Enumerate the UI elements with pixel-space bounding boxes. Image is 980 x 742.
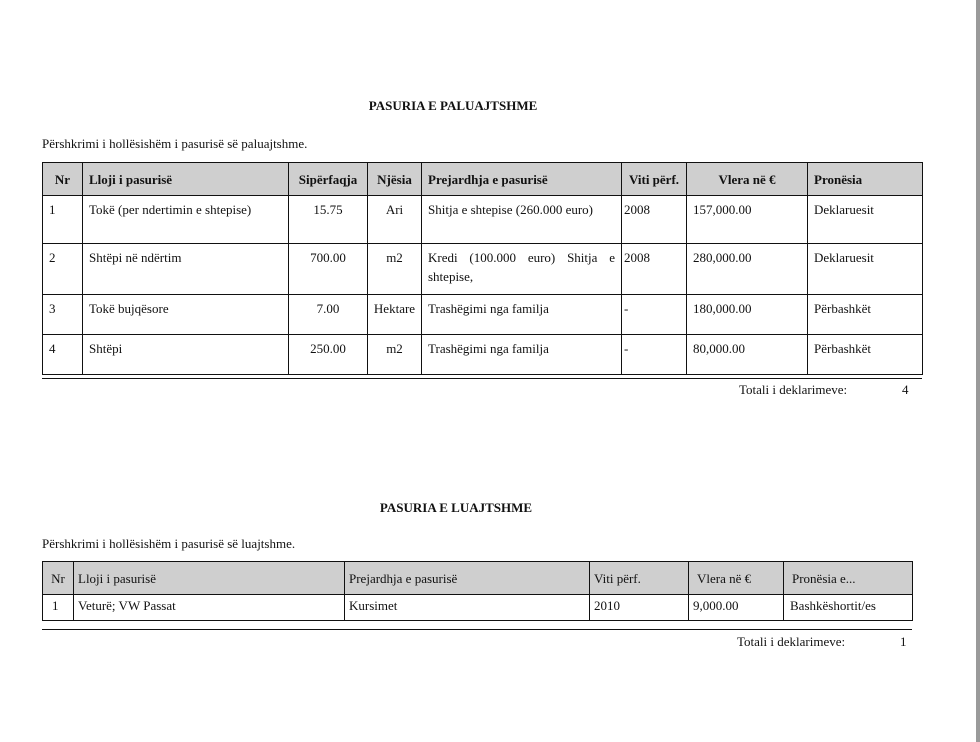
- cell-nr: 1: [43, 595, 74, 621]
- immovable-section-description: Përshkrimi i hollësishëm i pasurisë së paluajtshme.: [42, 136, 308, 151]
- cell-value: 9,000.00: [689, 595, 784, 621]
- movable-section-description: Përshkrimi i hollësishëm i pasurisë së luajtshme.: [42, 536, 296, 551]
- cell-year: -: [622, 295, 687, 335]
- cell-unit: m2: [368, 335, 422, 375]
- col-header-year: Viti përf.: [590, 562, 689, 595]
- table-row: [43, 295, 923, 335]
- cell-origin: Kredi (100.000 euro) Shitja e shtepise,: [422, 244, 622, 295]
- col-header-area: Sipërfaqja: [289, 163, 368, 196]
- table-row: [43, 335, 923, 375]
- col-header-year: Viti përf.: [622, 163, 687, 196]
- cell-ownership: Bashkëshortit/es: [784, 595, 913, 621]
- total-value: 4: [902, 382, 909, 397]
- cell-unit: m2: [368, 244, 422, 295]
- cell-type: Veturë; VW Passat: [74, 595, 345, 621]
- col-header-value: Vlera në €: [689, 562, 784, 595]
- col-header-ownership: Pronësia: [808, 163, 923, 196]
- col-header-nr: Nr: [43, 562, 74, 595]
- table-row: [43, 595, 913, 621]
- cell-year: 2008: [622, 196, 687, 244]
- col-header-origin: Prejardhja e pasurisë: [345, 562, 590, 595]
- cell-ownership: Deklaruesit: [808, 244, 923, 295]
- col-header-value: Vlera në €: [687, 163, 808, 196]
- cell-type: Shtëpi në ndërtim: [83, 244, 289, 295]
- immovable-property-table: [42, 162, 923, 375]
- table-header-row: [43, 562, 913, 595]
- movable-property-table: [42, 561, 913, 621]
- table-bottom-rule: [42, 629, 912, 630]
- col-header-nr: Nr: [43, 163, 83, 196]
- immovable-total: [0, 382, 980, 402]
- cell-unit: Hektare: [368, 295, 422, 335]
- col-header-origin: Prejardhja e pasurisë: [422, 163, 622, 196]
- table-row: [43, 244, 923, 295]
- cell-value: 157,000.00: [687, 196, 808, 244]
- col-header-unit: Njësia: [368, 163, 422, 196]
- total-label: Totali i deklarimeve:: [737, 634, 846, 649]
- cell-ownership: Përbashkët: [808, 295, 923, 335]
- table-row: [43, 196, 923, 244]
- cell-year: 2008: [622, 244, 687, 295]
- cell-value: 180,000.00: [687, 295, 808, 335]
- movable-section-title: PASURIA E LUAJTSHME: [379, 500, 533, 515]
- cell-origin: Shitja e shtepise (260.000 euro): [422, 196, 622, 244]
- immovable-section-title: PASURIA E PALUAJTSHME: [368, 98, 538, 113]
- cell-value: 280,000.00: [687, 244, 808, 295]
- total-label: Totali i deklarimeve:: [739, 382, 848, 397]
- cell-area: 700.00: [289, 244, 368, 295]
- cell-nr: 4: [43, 335, 83, 375]
- cell-area: 15.75: [289, 196, 368, 244]
- cell-origin: Kursimet: [345, 595, 590, 621]
- cell-unit: Ari: [368, 196, 422, 244]
- cell-ownership: Deklaruesit: [808, 196, 923, 244]
- table-bottom-rule: [42, 378, 922, 379]
- cell-origin: Trashëgimi nga familja: [422, 335, 622, 375]
- movable-total: [0, 634, 980, 654]
- cell-value: 80,000.00: [687, 335, 808, 375]
- table-header-row: [43, 163, 923, 196]
- cell-type: Tokë (per ndertimin e shtepise): [83, 196, 289, 244]
- total-value: 1: [900, 634, 907, 649]
- cell-origin: Trashëgimi nga familja: [422, 295, 622, 335]
- cell-type: Shtëpi: [83, 335, 289, 375]
- col-header-type: Lloji i pasurisë: [83, 163, 289, 196]
- page-edge-shadow: [976, 0, 980, 742]
- cell-type: Tokë bujqësore: [83, 295, 289, 335]
- cell-area: 7.00: [289, 295, 368, 335]
- cell-year: -: [622, 335, 687, 375]
- cell-area: 250.00: [289, 335, 368, 375]
- col-header-ownership: Pronësia e...: [784, 562, 913, 595]
- cell-nr: 1: [43, 196, 83, 244]
- cell-nr: 2: [43, 244, 83, 295]
- cell-year: 2010: [590, 595, 689, 621]
- cell-ownership: Përbashkët: [808, 335, 923, 375]
- cell-nr: 3: [43, 295, 83, 335]
- col-header-type: Lloji i pasurisë: [74, 562, 345, 595]
